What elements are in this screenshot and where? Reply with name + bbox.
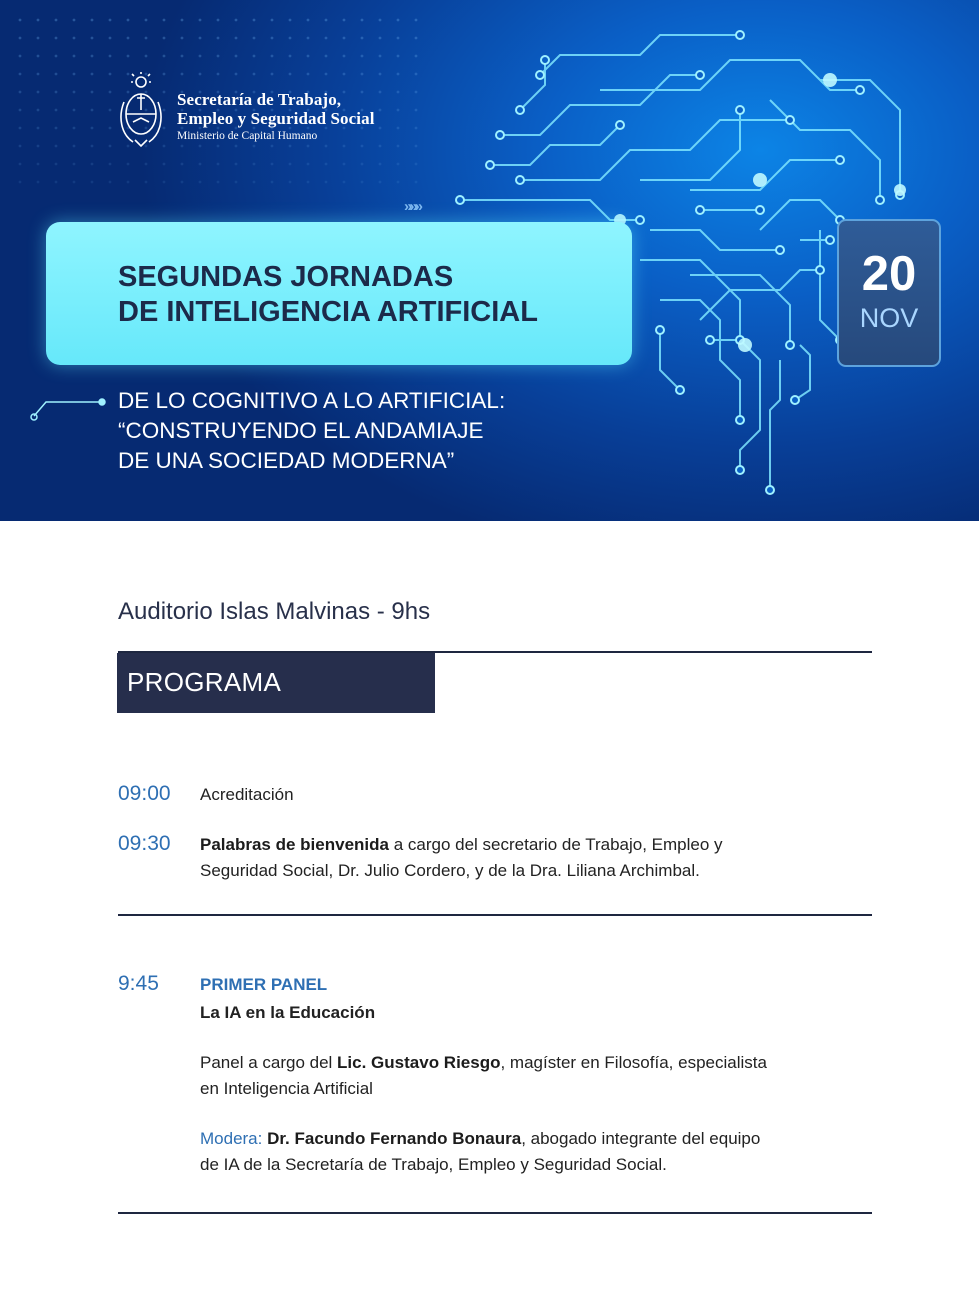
- subtitle-line1: DE LO COGNITIVO A LO ARTIFICIAL:: [118, 388, 506, 413]
- org-name-line1: Secretaría de Trabajo,: [177, 90, 342, 109]
- ministry-name: Ministerio de Capital Humano: [177, 130, 318, 142]
- divider: [118, 914, 872, 916]
- moderator-name: Dr. Facundo Fernando Bonaura: [267, 1129, 522, 1148]
- moderator-credentials-line2: de IA de la Secretaría de Trabajo, Empleo y Seguridad Social.: [200, 1155, 667, 1174]
- event-title-line2: DE INTELIGENCIA ARTIFICIAL: [118, 296, 538, 328]
- chevrons-decoration-icon: »»»: [404, 198, 421, 215]
- agenda-time: 09:00: [118, 782, 171, 805]
- agenda-description: Acreditación: [200, 785, 294, 804]
- panel-topic: La IA en la Educación: [200, 1003, 376, 1022]
- org-name-line2: Empleo y Seguridad Social: [177, 109, 375, 128]
- welcome-title: Palabras de bienvenida: [200, 835, 389, 854]
- date-badge: [837, 219, 941, 367]
- event-banner: [0, 0, 979, 521]
- agenda-item-first-panel: [118, 972, 878, 1192]
- panel-speaker: [200, 1050, 890, 1102]
- event-subtitle: [118, 386, 505, 476]
- agenda-item-welcome: [118, 832, 878, 892]
- organization-logo: [115, 72, 375, 156]
- welcome-text-line2: Seguridad Social, Dr. Julio Cordero, y de la Dra. Liliana Archimbal.: [200, 861, 700, 880]
- title-box: [46, 222, 632, 365]
- divider: [118, 1212, 872, 1214]
- program-header: [117, 653, 435, 713]
- date-month: NOV: [859, 303, 919, 333]
- panel-moderator: [200, 1126, 890, 1178]
- program-label: PROGRAMA: [127, 667, 282, 697]
- venue-and-time: Auditorio Islas Malvinas - 9hs: [118, 598, 431, 625]
- speaker-intro: Panel a cargo del: [200, 1053, 338, 1072]
- welcome-text: a cargo del secretario de Trabajo, Empleo y: [388, 835, 723, 854]
- speaker-name: Lic. Gustavo Riesgo: [337, 1053, 501, 1072]
- moderator-credentials: , abogado integrante del equipo: [521, 1129, 761, 1148]
- speaker-credentials-line2: en Inteligencia Artificial: [200, 1079, 373, 1098]
- speaker-credentials: , magíster en Filosofía, especialista: [500, 1053, 767, 1072]
- panel-details: [200, 972, 890, 1178]
- agenda-item-accreditation: [118, 782, 878, 812]
- subtitle-line2: “CONSTRUYENDO EL ANDAMIAJE: [118, 418, 484, 443]
- connector-line-decoration: [30, 392, 110, 422]
- event-title: [118, 260, 538, 330]
- national-seal-icon: [115, 72, 167, 156]
- agenda-time: 09:30: [118, 832, 171, 855]
- subtitle-line3: DE UNA SOCIEDAD MODERNA”: [118, 448, 455, 473]
- agenda-time: 9:45: [118, 972, 159, 995]
- agenda-description: [200, 832, 890, 884]
- event-title-line1: SEGUNDAS JORNADAS: [118, 261, 454, 293]
- panel-title: PRIMER PANEL: [200, 975, 328, 994]
- moderator-label: Modera:: [200, 1129, 268, 1148]
- date-day: 20: [861, 247, 917, 301]
